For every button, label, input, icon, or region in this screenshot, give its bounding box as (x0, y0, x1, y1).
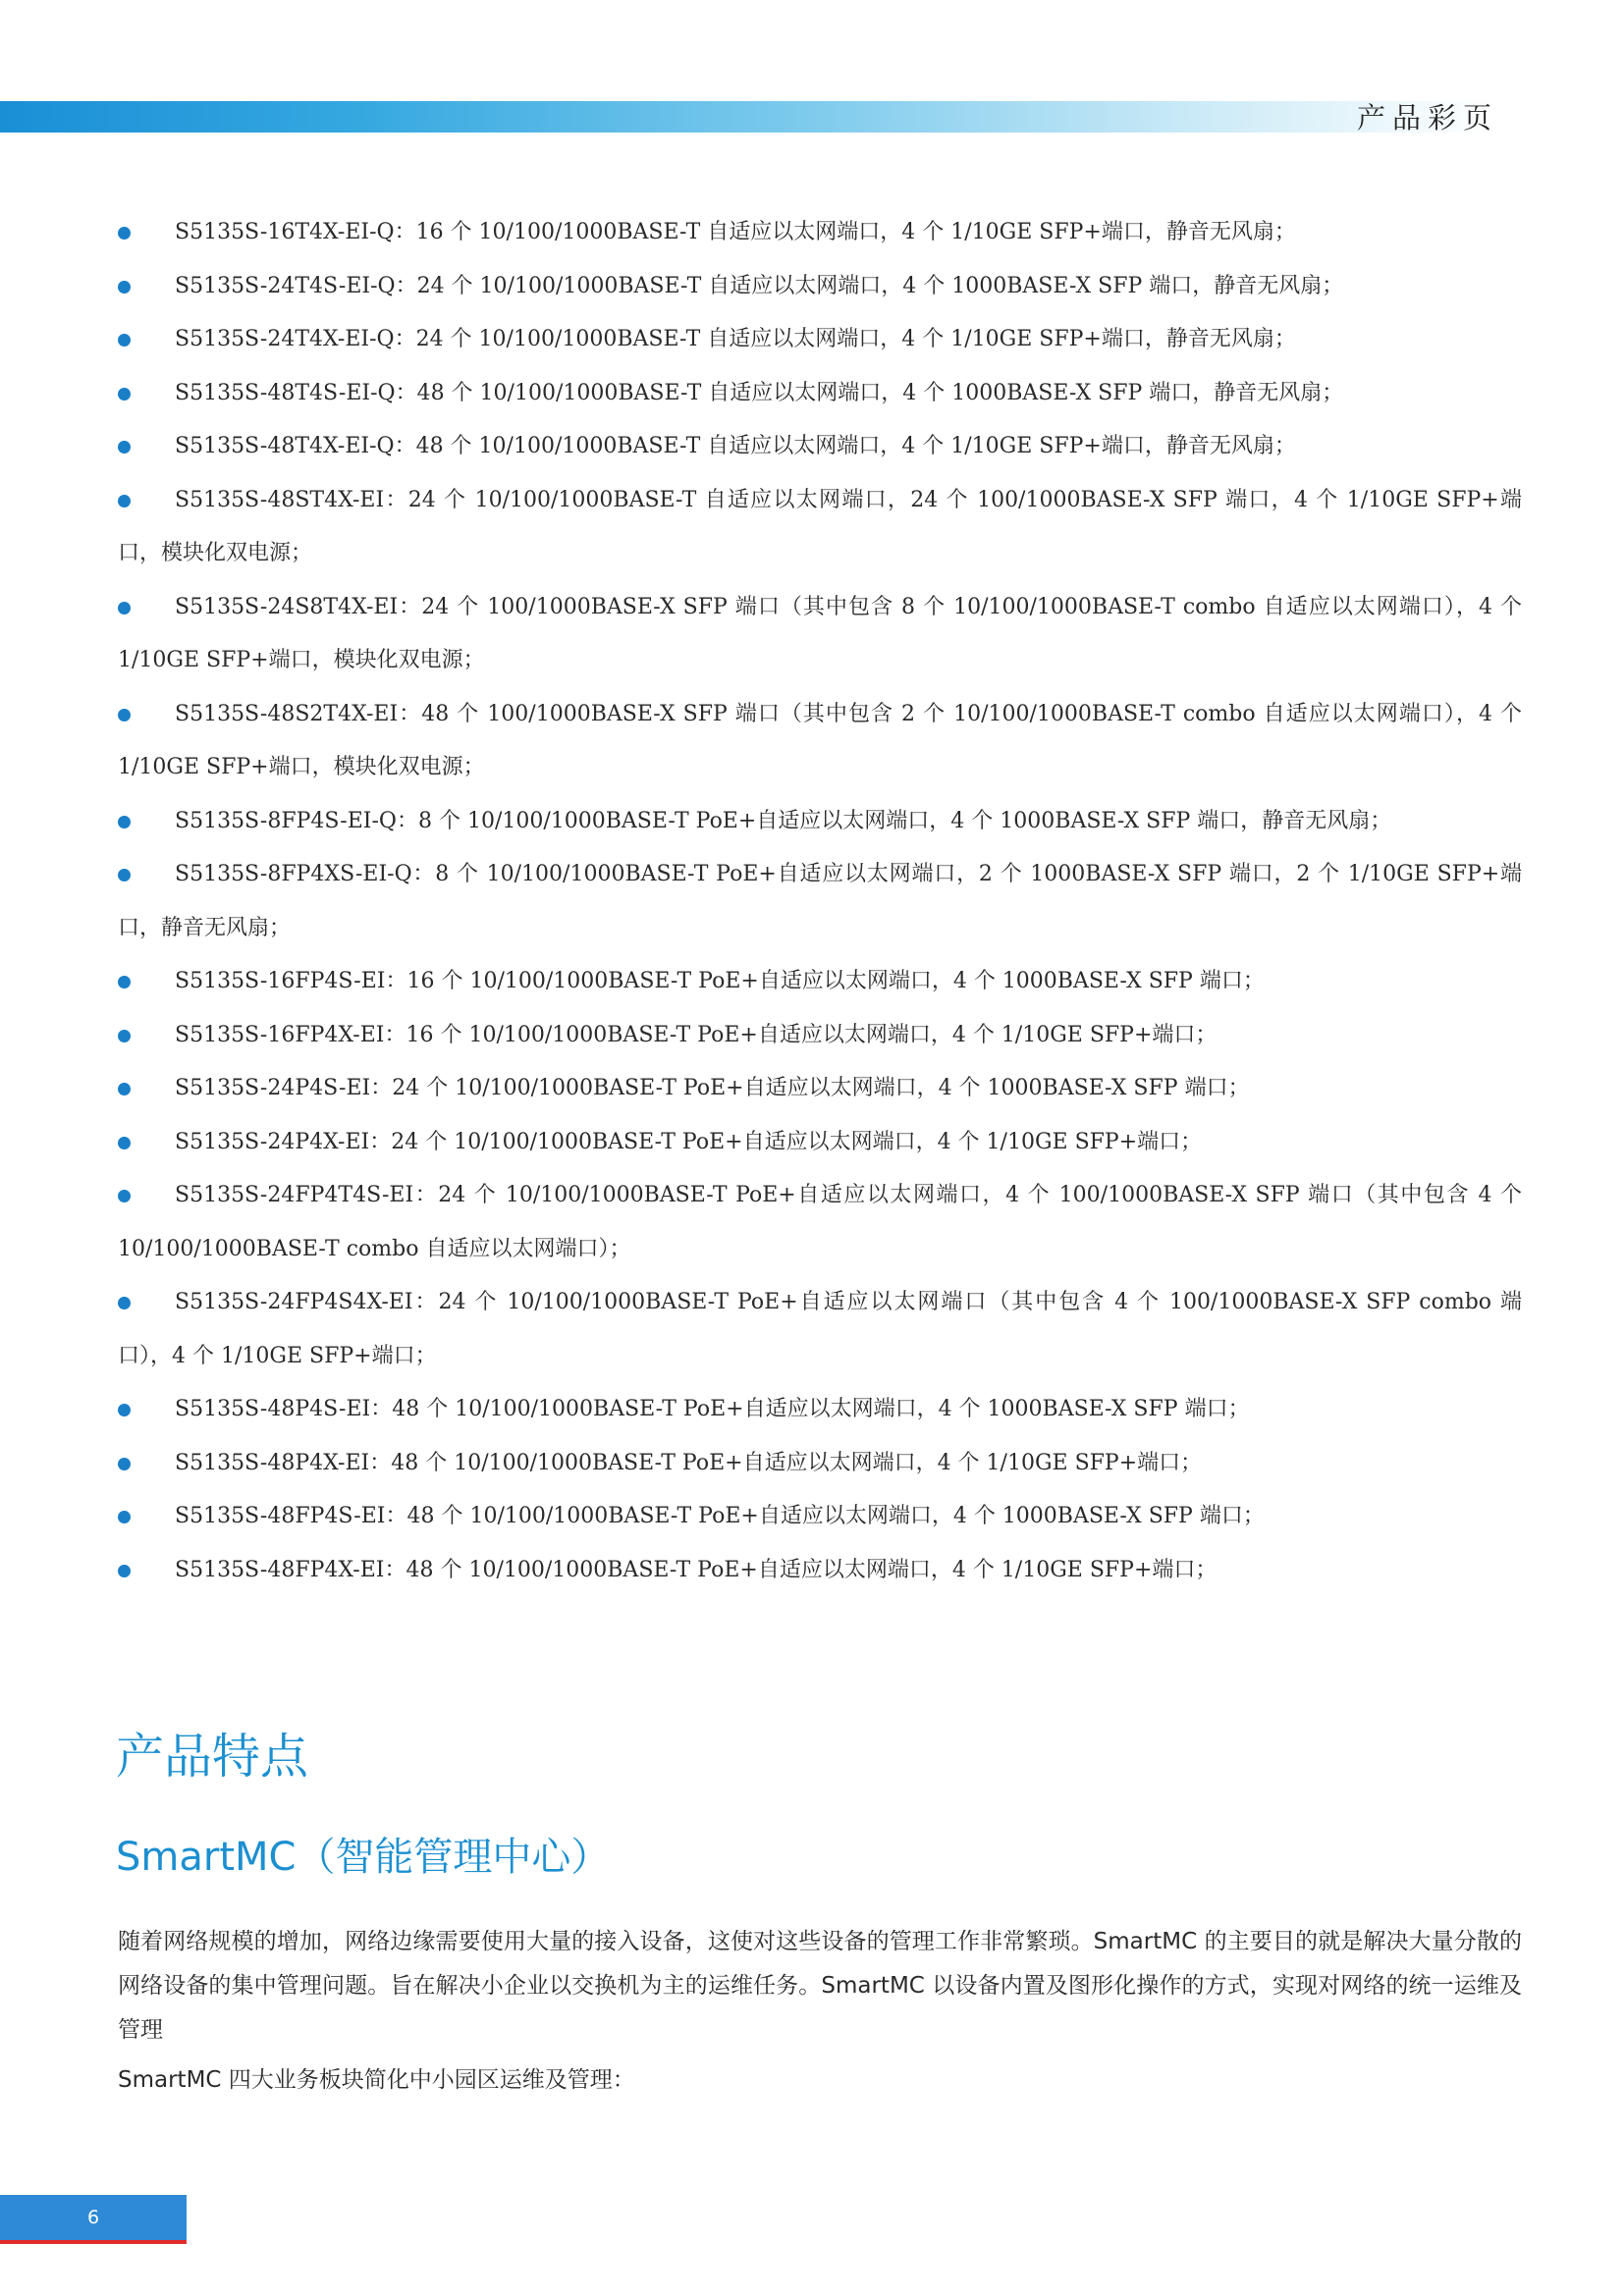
list-item (118, 474, 1522, 581)
list-item (118, 420, 1522, 474)
list-item (118, 1490, 1522, 1544)
list-item-text: S5135S-24S8T4X-EI：24 个 100/1000BASE-X SFP 端口（其中包含 8 个 10/100/1000BASE-T combo 自适应以太网端口），4 个 1/10GE SFP+端口，模块化双电源； (118, 594, 1522, 672)
bullet-icon (118, 869, 131, 881)
list-item-text: S5135S-48ST4X-EI：24 个 10/100/1000BASE-T 自适应以太网端口，24 个 100/1000BASE-X SFP 端口，4 个 1/10GE SFP+端口，模块化双电源； (118, 487, 1522, 565)
list-item (118, 260, 1522, 314)
bullet-icon (118, 1404, 131, 1416)
list-item (118, 1544, 1522, 1598)
list-item-text: S5135S-48FP4X-EI：48 个 10/100/1000BASE-T PoE+自适应以太网端口，4 个 1/10GE SFP+端口； (175, 1557, 1218, 1582)
list-item (118, 1009, 1522, 1063)
bullet-icon (118, 1297, 131, 1309)
list-item-text: S5135S-16FP4X-EI：16 个 10/100/1000BASE-T PoE+自适应以太网端口，4 个 1/10GE SFP+端口； (175, 1022, 1218, 1047)
feature-heading: 产品特点 (116, 1729, 309, 1785)
list-item-text: S5135S-16FP4S-EI：16 个 10/100/1000BASE-T PoE+自适应以太网端口，4 个 1000BASE-X SFP 端口； (175, 969, 1265, 993)
list-item-text: S5135S-24P4S-EI：24 个 10/100/1000BASE-T PoE+自适应以太网端口，4 个 1000BASE-X SFP 端口； (175, 1076, 1250, 1100)
bullet-icon (118, 1458, 131, 1470)
smartmc-intro-paragraph: 随着网络规模的增加，网络边缘需要使用大量的接入设备，这使对这些设备的管理工作非常繁琐。SmartMC 的主要目的就是解决大量分散的网络设备的集中管理问题。旨在解决小企业以交换机为主的运维任务。SmartMC 以设备内置及图形化操作的方式，实现对网络的统一运维及管理 (118, 1929, 1522, 2043)
list-item (118, 848, 1522, 955)
list-item (118, 1169, 1522, 1276)
bullet-icon (118, 334, 131, 347)
smartmc-summary-line: SmartMC 四大业务板块简化中小园区运维及管理： (118, 2067, 635, 2093)
list-item-text: S5135S-24FP4T4S-EI：24 个 10/100/1000BASE-T PoE+自适应以太网端口，4 个 100/1000BASE-X SFP 端口（其中包含 4 个 10/100/1000BASE-T combo 自适应以太网端口）； (118, 1183, 1522, 1261)
list-item (118, 367, 1522, 421)
list-item-text: S5135S-48P4X-EI：48 个 10/100/1000BASE-T PoE+自适应以太网端口，4 个 1/10GE SFP+端口； (175, 1450, 1203, 1475)
list-item-text: S5135S-48S2T4X-EI：48 个 100/1000BASE-X SFP 端口（其中包含 2 个 10/100/1000BASE-T combo 自适应以太网端口），4 个 1/10GE SFP+端口，模块化双电源； (118, 701, 1522, 779)
list-item-text: S5135S-8FP4S-EI-Q：8 个 10/100/1000BASE-T PoE+自适应以太网端口，4 个 1000BASE-X SFP 端口，静音无风扇； (175, 808, 1392, 833)
bullet-icon (118, 227, 131, 240)
bullet-icon (118, 495, 131, 507)
list-item (118, 795, 1522, 849)
bullet-icon (118, 1565, 131, 1577)
list-item-text: S5135S-48T4X-EI-Q：48 个 10/100/1000BASE-T 自适应以太网端口，4 个 1/10GE SFP+端口，静音无风扇； (175, 434, 1296, 458)
bullet-icon (118, 1137, 131, 1149)
list-item-text: S5135S-48FP4S-EI：48 个 10/100/1000BASE-T PoE+自适应以太网端口，4 个 1000BASE-X SFP 端口； (175, 1504, 1265, 1528)
bullet-icon (118, 976, 131, 988)
section-label: 产品彩页 (1356, 101, 1498, 134)
list-item (118, 1437, 1522, 1491)
bullet-icon (118, 441, 131, 454)
list-item-text: S5135S-8FP4XS-EI-Q：8 个 10/100/1000BASE-T PoE+自适应以太网端口，2 个 1000BASE-X SFP 端口，2 个 1/10GE SFP+端口，静音无风扇； (118, 862, 1522, 940)
bullet-icon (118, 388, 131, 400)
bullet-icon (118, 1511, 131, 1523)
page-number: 6 (0, 2195, 187, 2244)
list-item (118, 206, 1522, 260)
bullet-icon (118, 816, 131, 828)
list-item-text: S5135S-24T4S-EI-Q：24 个 10/100/1000BASE-T 自适应以太网端口，4 个 1000BASE-X SFP 端口，静音无风扇； (175, 273, 1344, 298)
list-item-text: S5135S-48P4S-EI：48 个 10/100/1000BASE-T PoE+自适应以太网端口，4 个 1000BASE-X SFP 端口； (175, 1397, 1250, 1421)
spec-list (118, 206, 1522, 1597)
list-item (118, 955, 1522, 1009)
list-item-text: S5135S-24P4X-EI：24 个 10/100/1000BASE-T PoE+自适应以太网端口，4 个 1/10GE SFP+端口； (175, 1129, 1203, 1154)
bullet-icon (118, 602, 131, 614)
list-item (118, 313, 1522, 367)
bullet-icon (118, 709, 131, 721)
list-item (118, 1383, 1522, 1437)
bullet-icon (118, 1190, 131, 1202)
list-item-text: S5135S-16T4X-EI-Q：16 个 10/100/1000BASE-T 自适应以太网端口，4 个 1/10GE SFP+端口，静音无风扇； (175, 220, 1296, 244)
list-item (118, 1062, 1522, 1116)
bullet-icon (118, 1030, 131, 1042)
list-item-text: S5135S-24T4X-EI-Q：24 个 10/100/1000BASE-T 自适应以太网端口，4 个 1/10GE SFP+端口，静音无风扇； (175, 327, 1296, 351)
list-item (118, 1116, 1522, 1170)
list-item (118, 581, 1522, 688)
bullet-icon (118, 281, 131, 294)
bullet-icon (118, 1083, 131, 1095)
smartmc-subheading: SmartMC（智能管理中心） (116, 1835, 611, 1880)
list-item-text: S5135S-48T4S-EI-Q：48 个 10/100/1000BASE-T 自适应以太网端口，4 个 1000BASE-X SFP 端口，静音无风扇； (175, 380, 1344, 405)
list-item (118, 1276, 1522, 1383)
list-item (118, 688, 1522, 795)
list-item-text: S5135S-24FP4S4X-EI：24 个 10/100/1000BASE-T PoE+自适应以太网端口（其中包含 4 个 100/1000BASE-X SFP combo 端口），4 个 1/10GE SFP+端口； (118, 1290, 1522, 1368)
